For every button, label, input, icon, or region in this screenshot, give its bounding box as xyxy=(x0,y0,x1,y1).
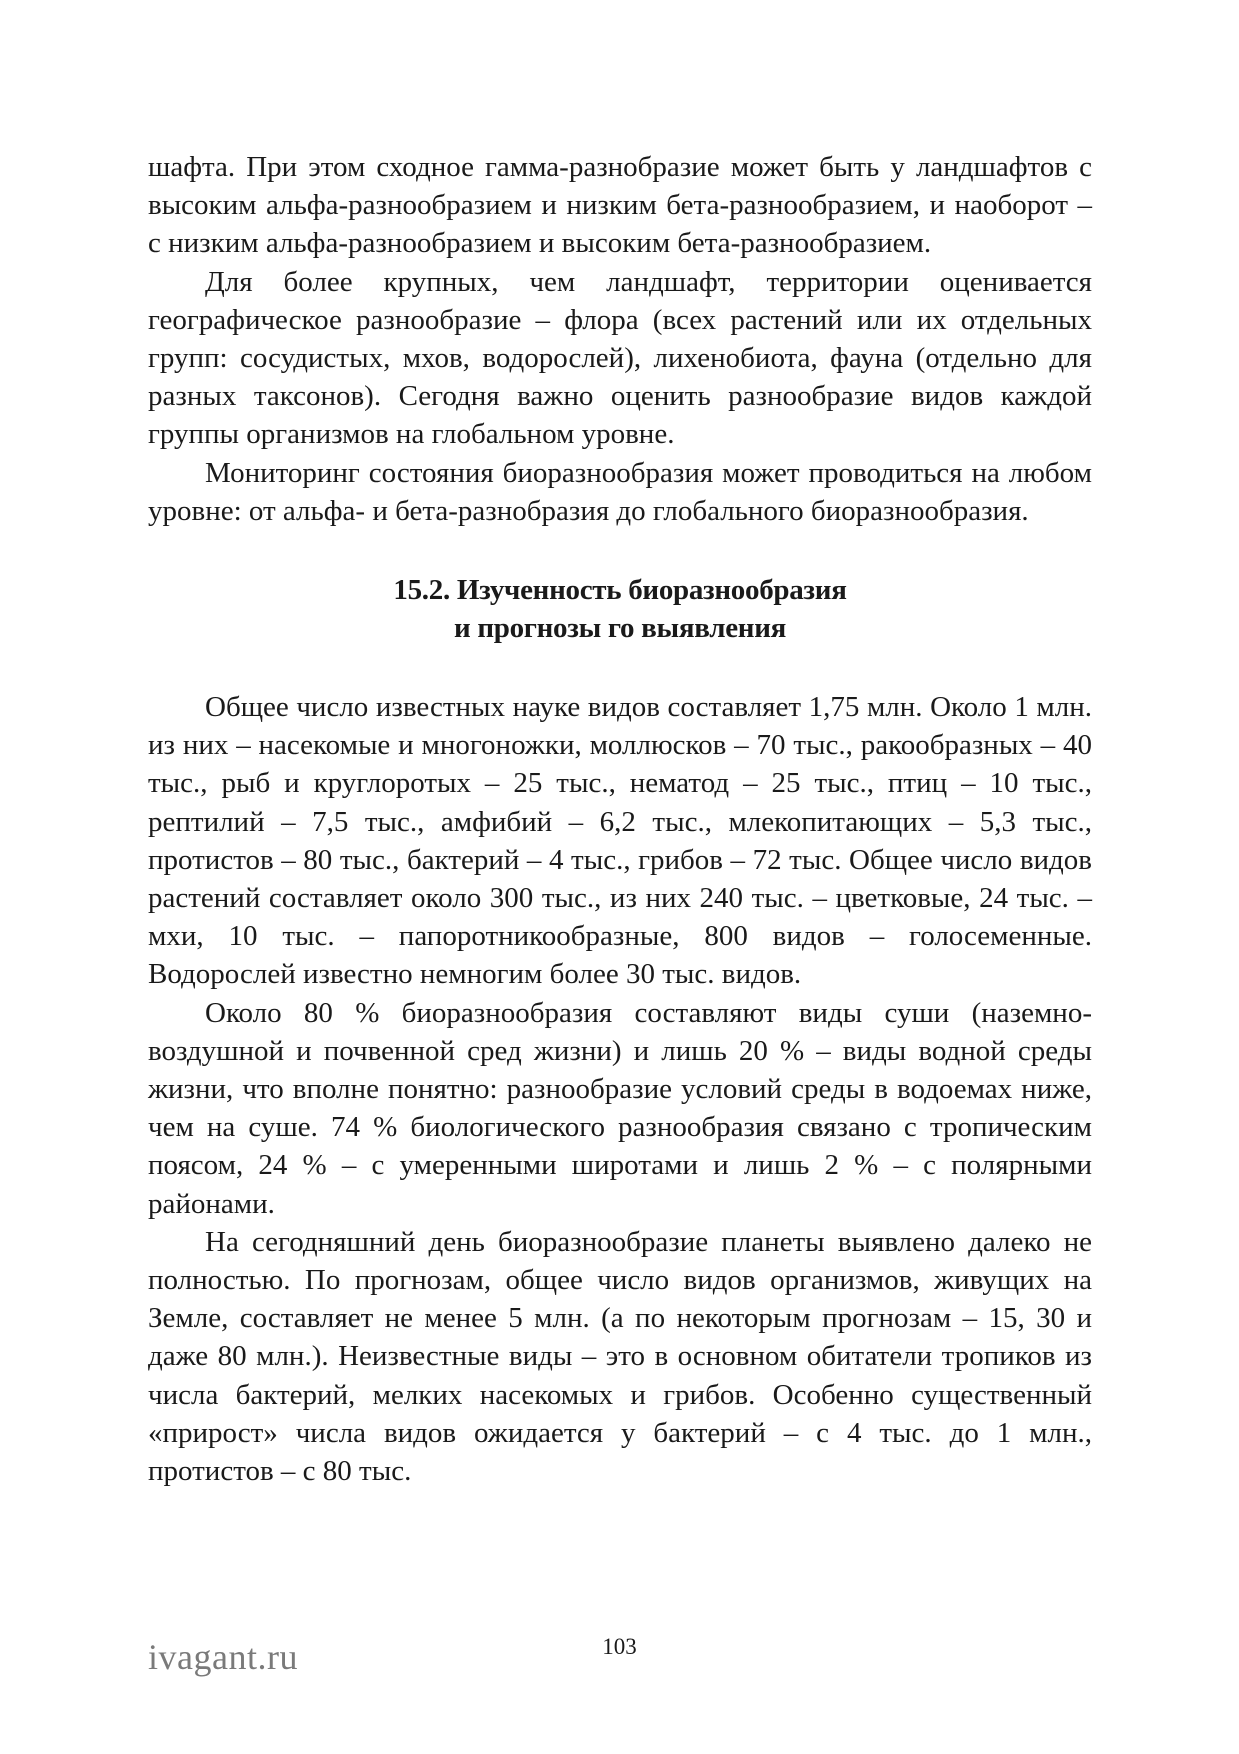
paragraph-forecasts: На сегодняшний день биоразнообразие планеты выявлено далеко не полностью. По прогнозам, общее число видов организмов, живущих на Земле, составляет не менее 5 млн. (а по некоторым прогнозам – 15, 30 и даже 80 млн.). Неизвестные виды – это в основном обитатели тропиков из числа бактерий, мелких насекомых и грибов. Особенно существенный «прирост» числа видов ожидается у бактерий – с 4 тыс. до 1 млн., протистов – с 80 тыс. xyxy=(148,1225,1092,1488)
paragraph-monitoring: Мониторинг состояния биоразнообразия может проводиться на любом уровне: от альфа- и бета-разнобразия до глобального биоразнообразия. xyxy=(148,456,1092,527)
continuation-paragraph: шафта. При этом сходное гамма-разнобразие может быть у ландшафтов с высоким альфа-разнообразием и низким бета-разнообразием, и наоборот – с низким альфа-разнообразием и высоким бета-разнообразием. xyxy=(148,151,1092,260)
page-body xyxy=(148,148,1092,1490)
paragraph-regional-diversity: Для более крупных, чем ландшафт, территории оценивается географическое разнообразие – флора (всех растений или их отдельных групп: сосудистых, мхов, водорослей), лихенобиота, фауна (отдельно для разных таксонов). Сегодня важно оценить разнообразие видов каждой группы организмов на глобальном уровне. xyxy=(148,265,1092,451)
section-heading-line-2: и прогнозы го выявления xyxy=(453,612,787,645)
watermark-site: ivagant.ru xyxy=(148,1637,298,1677)
page-number: 103 xyxy=(602,1634,637,1659)
section-heading-line-1: 15.2. Изученность биоразнообразия xyxy=(393,574,847,607)
paragraph-species-counts: Общее число известных науке видов составляет 1,75 млн. Около 1 млн. из них – насекомые и многоножки, моллюсков – 70 тыс., ракообразных – 40 тыс., рыб и круглоротых – 25 тыс., нематод – 25 тыс., птиц – 10 тыс., рептилий – 7,5 тыс., амфибий – 6,2 тыс., млекопитающих – 5,3 тыс., протистов – 80 тыс., бактерий – 4 тыс., грибов – 72 тыс. Общее число видов растений составляет около 300 тыс., из них 240 тыс. – цветковые, 24 тыс. – мхи, 10 тыс. – папоротникообразные, 800 видов – голосеменные. Водорослей известно немногим более 30 тыс. видов. xyxy=(148,691,1092,991)
section-heading xyxy=(148,571,1092,647)
paragraph-habitat-distribution: Около 80 % биоразнообразия составляют виды суши (наземно-воздушной и почвенной сред жизни) и лишь 20 % – виды водной среды жизни, что вполне понятно: разнообразие условий среды в водоемах ниже, чем на суше. 74 % биологического разнообразия связано с тропическим поясом, 24 % – с умеренными широтами и лишь 2 % – с полярными районами. xyxy=(148,996,1092,1220)
